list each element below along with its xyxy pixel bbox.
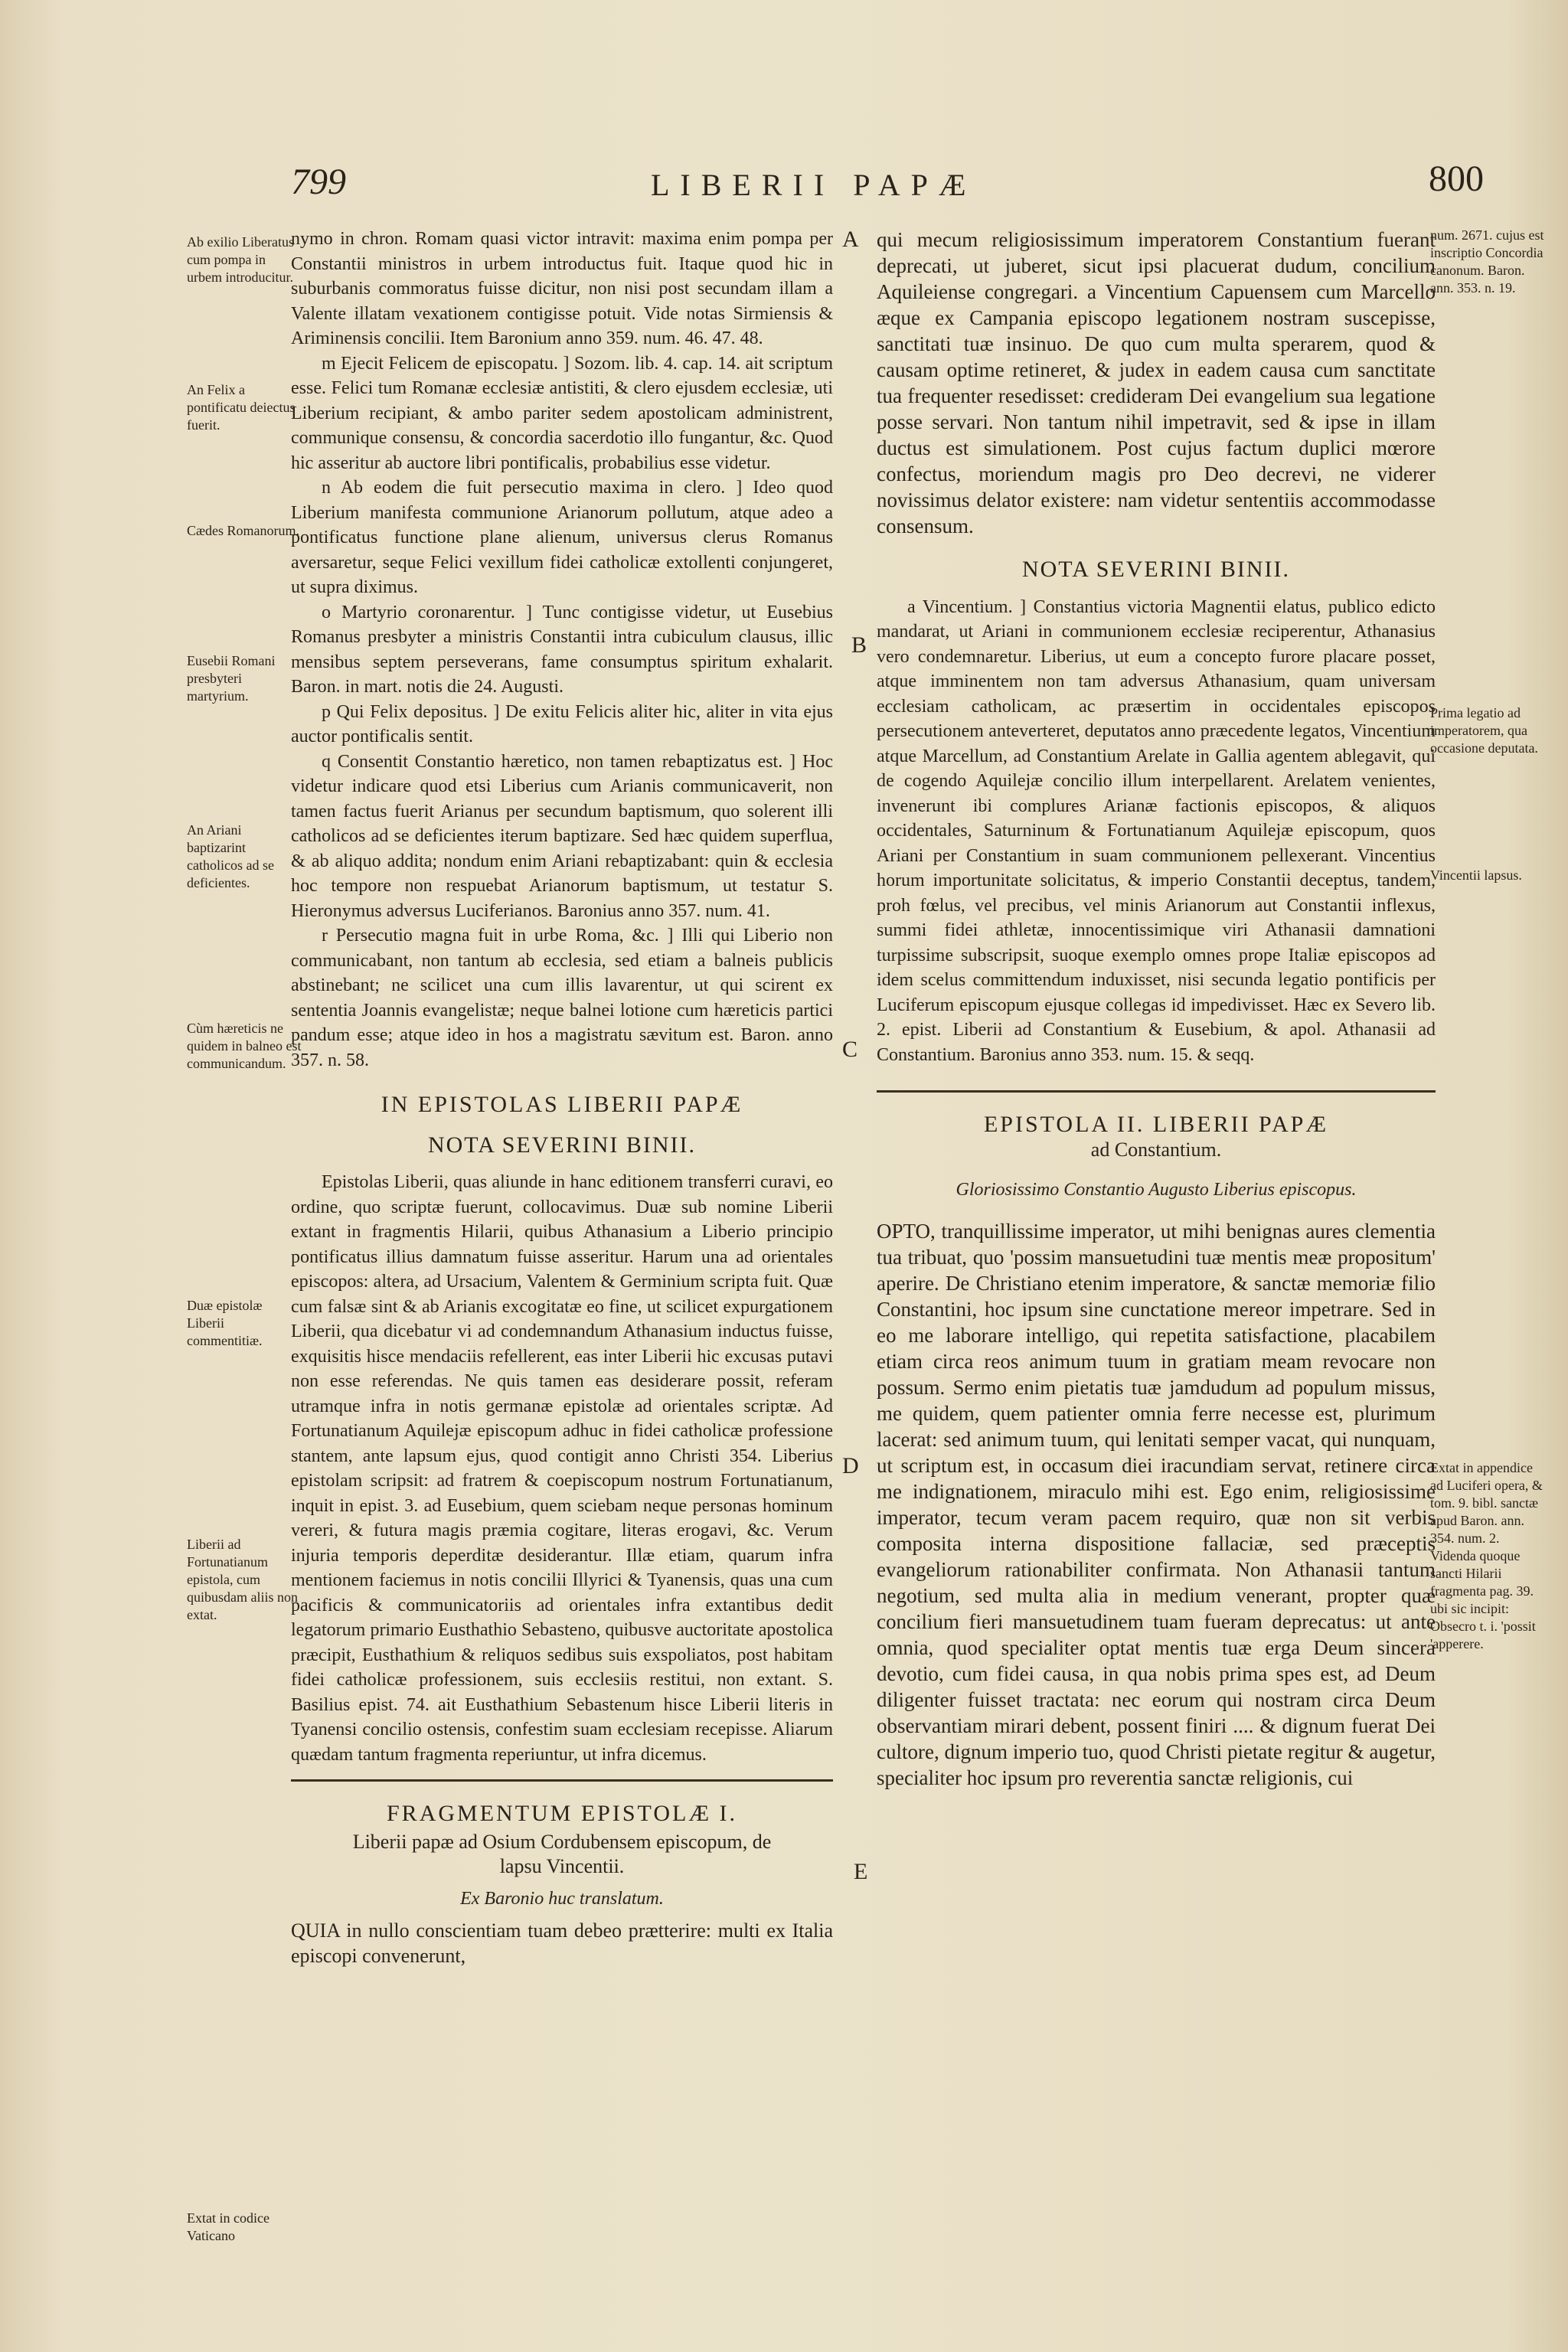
margin-note: Duæ epistolæ Liberii commentitiæ. bbox=[187, 1298, 263, 1348]
fragment-subheading: Liberii papæ ad Osium Cordubensem episcopum, de lapsu Vincentii. bbox=[352, 1830, 772, 1877]
margin-note: An Ariani baptizarint catholicos ad se deficientes. bbox=[187, 822, 274, 890]
epistola-heading: EPISTOLA II. LIBERII PAPÆ bbox=[983, 1112, 1329, 1137]
section-letter-a: A bbox=[842, 227, 859, 252]
margin-note: Extat in codice Vaticano bbox=[187, 2210, 270, 2243]
right-column bbox=[877, 227, 1436, 1791]
paragraph: nymo in chron. Romam quasi victor intravit: maxima enim pompa per Constantii ministros in urbem introductus fuit. Itaque quod hic in suburbanis commoratus fuisse dicitur, non nisi post secundam illam a Valente illatam vexationem contigisse potuit. Vide notas Sirmiensis & Ariminensis concilii. Item Baronium anno 359. num. 46. 47. 48. bbox=[291, 229, 833, 348]
section-subheading: NOTA SEVERINI BINII. bbox=[1021, 557, 1291, 582]
margin-note: Ab exilio Liberatus cum pompa in urbem introducitur. bbox=[187, 234, 294, 285]
divider bbox=[291, 1779, 833, 1782]
section-letter-e: E bbox=[854, 1859, 868, 1884]
paragraph: p Qui Felix depositus. ] De exitu Felicis aliter hic, aliter in vita ejus auctor pontificalis sentit. bbox=[291, 701, 833, 746]
section-letter-b: B bbox=[851, 632, 867, 658]
fragment-text: QUIA in nullo conscientiam tuam debeo prætterire: multi ex Italia episcopi convenerunt, bbox=[291, 1919, 833, 1967]
paragraph: o Martyrio coronarentur. ] Tunc contigisse videtur, ut Eusebius Romanus presbyter a ministris Constantii intra cubiculum clausus, illic mensibus septem perseverans, fame consumptus spiritum exhalarit. Baron. in mart. notis die 24. Augusti. bbox=[291, 602, 833, 697]
page-header bbox=[291, 153, 1484, 207]
page-number-left: 799 bbox=[291, 162, 346, 202]
fragment-source: Ex Baronio huc translatum. bbox=[460, 1888, 664, 1909]
paragraph: a Vincentium. ] Constantius victoria Magnentii elatus, publico edicto mandarat, ut Ariani in communionem ecclesiæ reciperentur, Athanasius vero condemnaretur. Liberius, ut eum a concepto furore placare posset, atque imminentem non tam adversus Athanasium, quam universam ecclesiam catholicam, ac præsertim in occidentales episcopos persecutionem anteverteret, deputatos anno præcedente legatos, Vincentium atque Marcellum, ad Constantium Arelate in Gallia agentem ablegavit, qui de cogendo Aquilejæ concilio illum interpellarent. Arelatem venientes, invenerunt ibi complures Arianæ factionis episcopos, & aliquos occidentales, Saturninum & Fortunatianum Aquilejæ episcopum, quos Ariani per Constantium in suam communionem pellexerant. Vincentius horum importunitate solicitatus, & imperio Constantii deceptus, tandem, proh fœlus, vel precibus, vel minis Arianorum aut Constantii inflexus, summi fidei athletæ, innocentissimique viri Athanasii damnationi turpissime subscripsit, suoque exemplo omnes prope Italiæ episcopos ad idem scelus committendum induxisset, nisi secunda legatio pontificis per Luciferum episcopum ejusque collegas id impedivisset. Hæc ex Severo lib. 2. epist. Liberii ad Constantium & Eusebium, & apol. Athanasii ad Constantium. Baronius anno 353. num. 15. & seqq. bbox=[877, 596, 1436, 1065]
paragraph: n Ab eodem die fuit persecutio maxima in clero. ] Ideo quod Liberium manifesta communione Arianorum pollutum, atque adeo a pontificatus functione plane alienum, universus clerus Romanus aversaretur, seque Felici vexillum fidei catholicæ extollenti conjungeret, ut supra diximus. bbox=[291, 478, 833, 597]
epistola-salutation: Gloriosissimo Constantio Augusto Liberius episcopus. bbox=[956, 1180, 1357, 1200]
section-heading: IN EPISTOLAS LIBERII PAPÆ bbox=[381, 1092, 743, 1117]
paragraph: Epistolas Liberii, quas aliunde in hanc editionem transferri curavi, eo ordine, quo scriptæ fuerunt, collocavimus. Duæ sub nomine Liberii extant in fragmentis Hilarii, quibus Athanasium a Liberio principio pontificatus illius damnatum fuisse asseritur. Harum una ad orientales episcopos: altera, ad Ursacium, Valentem & Germinium scripta fuit. Quæ cum falsæ sint & ab Arianis excogitatæ eo fine, ut scilicet expurgationem Liberii, qua dicebatur vi ad condemnandum Athanasium inductus fuisse, exquisitis hisce mendaciis refellerent, eas inter Liberii hic excusas putavi non esse referendas. Ne quis tamen eas desiderare possit, referam utramque infra in notis germanæ epistolæ ad orientales scriptæ. Ad Fortunatianum Aquilejæ episcopum adhuc in fidei catholicæ professione stantem, ante lapsum ejus, quod contigit anno Christi 354. Liberius epistolam scripsit: ad fratrem & coepiscopum nostrum Fortunatianum, inquit in epist. 3. ad Eusebium, quem sciebam neque personas hominum vereri, & futura magis præmia cogitare, literas erogavi, &c. Verum injuria temporis deperditæ desiderantur. Illæ etiam, quarum infra mentionem faciemus in notis concilii Illyrici & Tyanensis, quas una cum pacificis & communicatoriis ad orientales infra extantibus dedit legatorum primario Eusthathio Sebasteno, quibusve auctoritate apostolica præcipit, Eusthathium & reliquos sedibus suis exspoliatos, post habitam fidei catholicæ professionem, suis ecclesiis restitui, non extant. S. Basilius epist. 74. ait Eusthathium Sebastenum hisce Liberii literis in Tyanensi concilio ostensis, confestim suam ecclesiam recepisse. Aliarum quædam tantum fragmenta reperiuntur, ut infra dicemus. bbox=[291, 1172, 833, 1765]
paragraph: m Ejecit Felicem de episcopatu. ] Sozom. lib. 4. cap. 14. ait scriptum esse. Felici tum Romanæ ecclesiæ antistiti, & clero ejusdem ecclesiæ, uti Liberium recipiant, & ambo pariter sedem apostolicam administrent, communique consensu, & concordia sacerdotio illo fungantur, &c. Quod hic asseritur ab auctore libri pontificalis, probabilius esse videtur. bbox=[291, 353, 833, 473]
left-column bbox=[291, 227, 833, 1968]
divider bbox=[877, 1090, 1436, 1093]
margin-note: num. 2671. cujus est inscriptio Concordia canonum. Baron. ann. 353. n. 19. bbox=[1430, 227, 1544, 296]
margin-note: Cùm hæreticis ne quidem in balneo est communicandum. bbox=[187, 1021, 302, 1071]
paragraph: r Persecutio magna fuit in urbe Roma, &c. ] Illi qui Liberio non communicabant, non tantum ab ecclesia, sed etiam a balneis publicis abstinebant; ne scilicet una cum illis lavarentur, ut qui scirent ex sententia Joannis evangelistæ; neque balnei lotione cum hæreticis partici pandum esse; atque ideo in hos a magistratu sævitum est. Baron. anno 357. n. 58. bbox=[291, 926, 833, 1070]
epistola-subheading: ad Constantium. bbox=[1090, 1138, 1222, 1161]
running-title: LIBERII PAPÆ bbox=[651, 168, 977, 202]
fragment-heading: FRAGMENTUM EPISTOLÆ I. bbox=[387, 1801, 737, 1826]
margin-note: Liberii ad Fortunatianum epistola, cum quibusdam aliis non extat. bbox=[187, 1537, 298, 1622]
margin-note: Vincentii lapsus. bbox=[1430, 867, 1522, 883]
epistola-text: OPTO, tranquillissime imperator, ut mihi benignas aures clementia tua tribuat, quo 'possim mansuetudini tuæ mentis meæ propositum' aperire. De Christiano etenim imperatore, & sanctæ memoriæ filio Constantini, hoc ipsum sine cunctatione mereor impetrare. Sed in eo me laborare intelligo, qui repetita satisfactione, placabilem etiam circa reos animum tuum in gratiam meam revocare non possum. Sermo enim pietatis tuæ jamdudum ad populum missus, me quidem, quem patienter omnia ferre necesse est, plurimum lacerat: sed animum tuum, qui lenitati semper vacat, qui nunquam, ut scriptum est, in occasum diei iracundiam servat, retinere circa me indignationem, miraculo mihi est. Ego enim, religiosissime imperator, tecum veram pacem requiro, quæ non sit verbis composita interna dispositione fallaciæ, sed præceptis evangeliorum rationabiliter confirmata. Non Athanasii tantum negotium, sed multa alia in medium venerant, propter quæ concilium fieri mansuetudinem tuam fueram deprecatus: ut ante omnia, quod specialiter optat mentis tuæ erga Deum sincera devotio, cum fidei causa, in qua nobis prima spes est, ad Deum diligenter fuisset tractata: nec eorum qui nostram circa Deum observantiam mirari debent, possent finiri .... & dignum fuerat Dei cultore, dignum imperio tuo, quod Christi pietate regitur & augetur, specialiter hoc ipsum pro reverentia sanctæ religionis, cui bbox=[877, 1219, 1436, 1789]
section-subheading: NOTA SEVERINI BINII. bbox=[427, 1132, 697, 1158]
margin-note: An Felix a pontificatu deiectus fuerit. bbox=[187, 382, 296, 433]
margin-note: Cædes Romanorum. bbox=[187, 523, 299, 538]
section-letter-c: C bbox=[842, 1037, 858, 1062]
margin-note: Eusebii Romani presbyteri martyrium. bbox=[187, 653, 276, 704]
section-letter-d: D bbox=[842, 1453, 859, 1478]
page-number-right: 800 bbox=[1429, 158, 1484, 199]
margin-note: Prima legatio ad imperatorem, qua occasione deputata. bbox=[1430, 705, 1538, 756]
margin-note: Extat in appendice ad Luciferi opera, & tom. 9. bibl. sanctæ apud Baron. ann. 354. num. 2. Videnda quoque sancti Hilarii fragmenta pag. 39. ubi sic incipit: Obsecro t. i. 'possit 'apperere. bbox=[1430, 1460, 1543, 1651]
paragraph: qui mecum religiosissimum imperatorem Constantium fuerant deprecati, ut juberet, sicut ipsi placuerat dudum, concilium Aquileiense congregari. a Vincentium Capuensem cum Marcello æque ex Campania episcopo legationem nostram suscepisse, sanctitati tuæ insinuo. De quo cum multa sperarem, quod & causam optime retineret, & judex in eadem causa cum sanctitate tua frequenter resedisset: credideram Dei evangelium sua legatione posse servari. Non tantum nihil impetravit, sed & ipse in illam ductus est simulationem. Post cujus factum duplici mœrore confectus, moriendum magis pro Deo decrevi, ne viderer novissimus delator existere: nam videtur sententiis accommodasse consensum. bbox=[877, 228, 1436, 537]
paragraph: q Consentit Constantio hæretico, non tamen rebaptizatus est. ] Hoc videtur indicare quod etsi Liberius cum Arianis communicaverit, non tamen factus fuerit Arianus per secundum baptismum, quo solerent illi catholicos ad se deficientes iterum baptizare. Sed hæc quidem superflua, & ab aliquo addita; nondum enim Ariani rebaptizabant: quin & ecclesia hoc tempore non respuebat Arianorum baptismum, ut testatur S. Hieronymus adversus Luciferianos. Baronius anno 357. num. 41. bbox=[291, 751, 833, 921]
